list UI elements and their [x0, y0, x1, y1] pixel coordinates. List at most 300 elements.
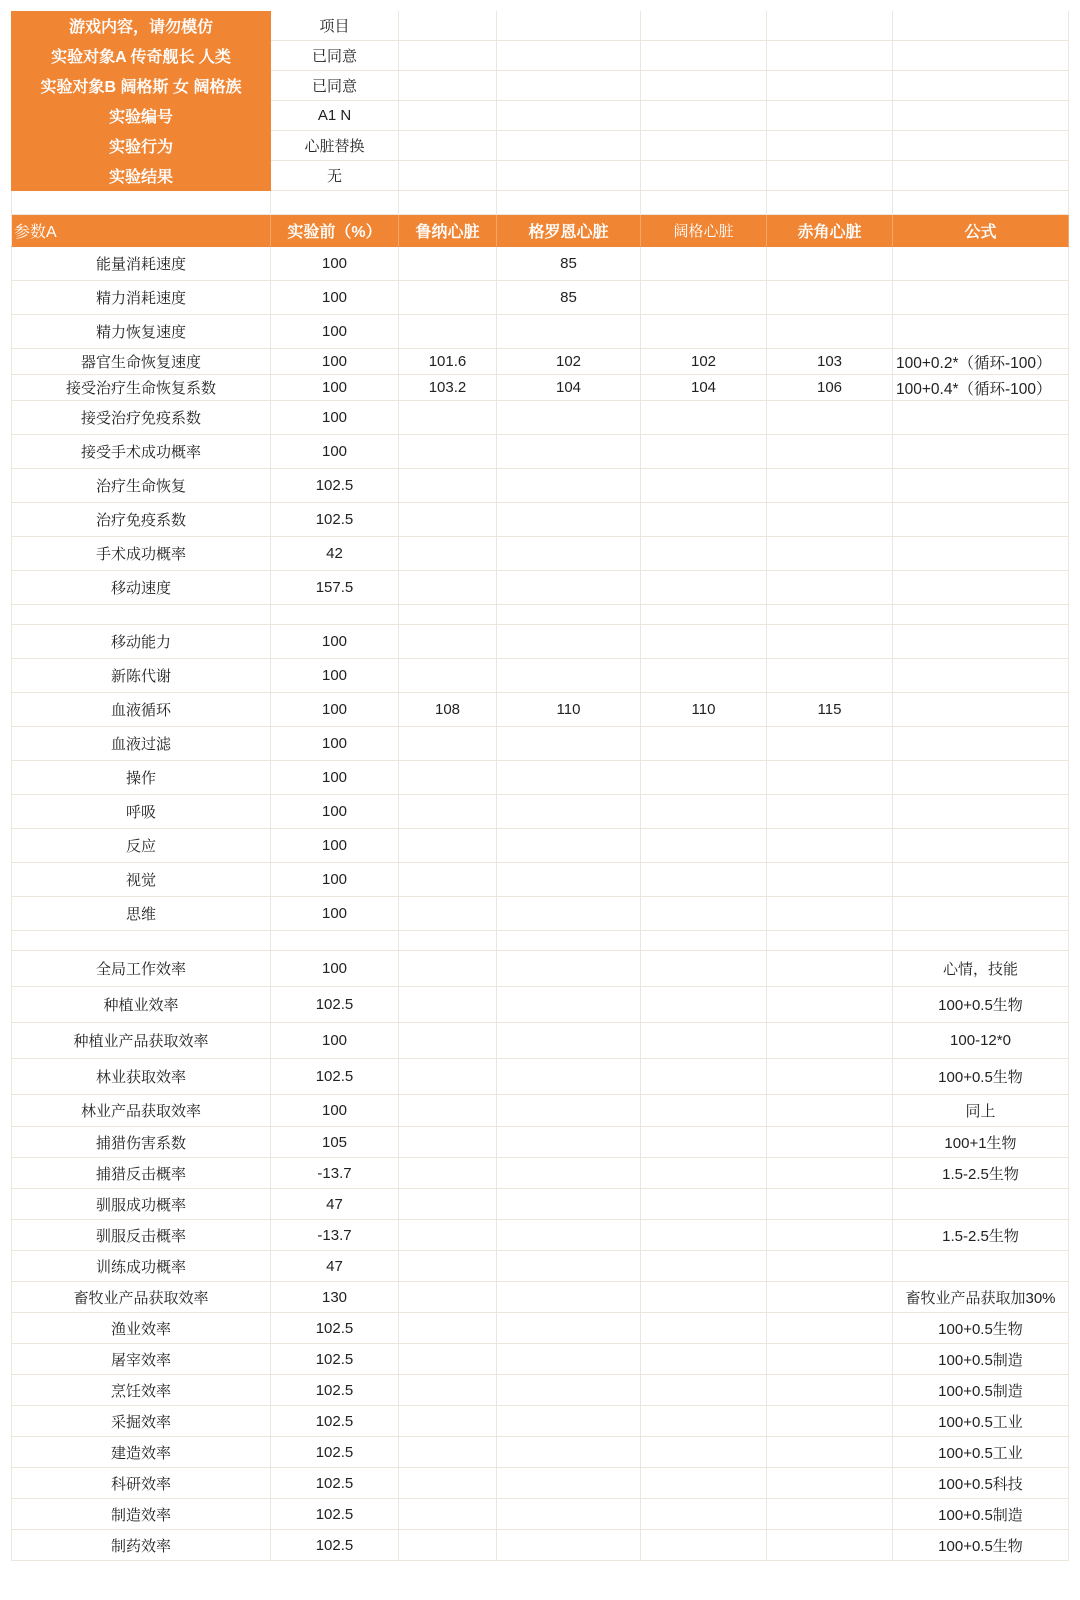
formula[interactable]	[893, 469, 1069, 503]
chijiao-heart-value[interactable]	[767, 537, 893, 571]
chijiao-heart-value[interactable]	[767, 1344, 893, 1375]
kuoge-heart-value[interactable]	[641, 1313, 767, 1344]
chijiao-heart-value[interactable]	[767, 1313, 893, 1344]
param-name[interactable]: 建造效率	[11, 1437, 271, 1468]
chijiao-heart-value[interactable]: 103	[767, 349, 893, 375]
luna-heart-value[interactable]	[399, 571, 497, 605]
param-name[interactable]: 接受治疗生命恢复系数	[11, 375, 271, 401]
gron-heart-value[interactable]	[497, 435, 641, 469]
info-label[interactable]: 实验对象A 传奇舰长 人类	[11, 41, 271, 71]
before-value[interactable]: 47	[271, 1251, 399, 1282]
chijiao-heart-value[interactable]	[767, 897, 893, 931]
formula[interactable]	[893, 435, 1069, 469]
luna-heart-value[interactable]	[399, 795, 497, 829]
before-value[interactable]: 102.5	[271, 987, 399, 1023]
chijiao-heart-value[interactable]	[767, 571, 893, 605]
kuoge-heart-value[interactable]	[641, 315, 767, 349]
chijiao-heart-value[interactable]	[767, 1375, 893, 1406]
formula[interactable]: 100+0.5工业	[893, 1437, 1069, 1468]
formula[interactable]	[893, 571, 1069, 605]
before-value[interactable]: 100	[271, 625, 399, 659]
empty-cell[interactable]	[767, 101, 893, 131]
kuoge-heart-value[interactable]	[641, 761, 767, 795]
gron-heart-value[interactable]	[497, 401, 641, 435]
gron-heart-value[interactable]	[497, 727, 641, 761]
chijiao-heart-value[interactable]	[767, 1468, 893, 1499]
luna-heart-value[interactable]	[399, 1059, 497, 1095]
luna-heart-value[interactable]	[399, 1095, 497, 1127]
kuoge-heart-value[interactable]: 104	[641, 375, 767, 401]
info-value[interactable]: A1 N	[271, 101, 399, 131]
empty-cell[interactable]	[893, 131, 1069, 161]
luna-heart-value[interactable]	[399, 1530, 497, 1561]
gron-heart-value[interactable]	[497, 897, 641, 931]
kuoge-heart-value[interactable]	[641, 1375, 767, 1406]
param-name[interactable]: 制造效率	[11, 1499, 271, 1530]
gron-heart-value[interactable]	[497, 951, 641, 987]
param-name[interactable]: 手术成功概率	[11, 537, 271, 571]
empty-cell[interactable]	[641, 41, 767, 71]
param-name[interactable]: 接受治疗免疫系数	[11, 401, 271, 435]
luna-heart-value[interactable]	[399, 987, 497, 1023]
gron-heart-value[interactable]	[497, 829, 641, 863]
before-value[interactable]: 100	[271, 315, 399, 349]
before-value[interactable]: 102.5	[271, 503, 399, 537]
formula[interactable]	[893, 315, 1069, 349]
gron-heart-value[interactable]	[497, 315, 641, 349]
formula[interactable]	[893, 829, 1069, 863]
luna-heart-value[interactable]	[399, 401, 497, 435]
empty-cell[interactable]	[497, 161, 641, 191]
luna-heart-value[interactable]	[399, 1313, 497, 1344]
param-name[interactable]: 训练成功概率	[11, 1251, 271, 1282]
gron-heart-value[interactable]: 85	[497, 281, 641, 315]
before-value[interactable]: 100	[271, 1095, 399, 1127]
param-name[interactable]: 种植业效率	[11, 987, 271, 1023]
header-param[interactable]: 参数A	[11, 215, 271, 247]
empty-cell[interactable]	[767, 11, 893, 41]
gron-heart-value[interactable]	[497, 1468, 641, 1499]
before-value[interactable]: -13.7	[271, 1220, 399, 1251]
param-name[interactable]: 采掘效率	[11, 1406, 271, 1437]
empty-cell[interactable]	[767, 41, 893, 71]
param-name[interactable]: 血液循环	[11, 693, 271, 727]
formula[interactable]: 100+0.5科技	[893, 1468, 1069, 1499]
gron-heart-value[interactable]: 110	[497, 693, 641, 727]
param-name[interactable]: 精力消耗速度	[11, 281, 271, 315]
luna-heart-value[interactable]	[399, 1282, 497, 1313]
empty-cell[interactable]	[767, 161, 893, 191]
formula[interactable]	[893, 693, 1069, 727]
luna-heart-value[interactable]	[399, 1468, 497, 1499]
kuoge-heart-value[interactable]	[641, 1158, 767, 1189]
formula[interactable]	[893, 659, 1069, 693]
empty-cell[interactable]	[641, 131, 767, 161]
chijiao-heart-value[interactable]	[767, 761, 893, 795]
chijiao-heart-value[interactable]	[767, 625, 893, 659]
empty-cell[interactable]	[497, 101, 641, 131]
empty-cell[interactable]	[641, 11, 767, 41]
luna-heart-value[interactable]	[399, 1375, 497, 1406]
before-value[interactable]: 100	[271, 375, 399, 401]
formula[interactable]: 100+0.2*（循环-100）	[893, 349, 1069, 375]
chijiao-heart-value[interactable]	[767, 951, 893, 987]
formula[interactable]	[893, 1189, 1069, 1220]
kuoge-heart-value[interactable]	[641, 1530, 767, 1561]
param-name[interactable]: 捕猎反击概率	[11, 1158, 271, 1189]
empty-cell[interactable]	[893, 41, 1069, 71]
kuoge-heart-value[interactable]	[641, 1499, 767, 1530]
kuoge-heart-value[interactable]	[641, 1251, 767, 1282]
kuoge-heart-value[interactable]	[641, 897, 767, 931]
gron-heart-value[interactable]	[497, 1023, 641, 1059]
param-name[interactable]: 畜牧业产品获取效率	[11, 1282, 271, 1313]
chijiao-heart-value[interactable]	[767, 1406, 893, 1437]
kuoge-heart-value[interactable]	[641, 435, 767, 469]
before-value[interactable]: 102.5	[271, 1313, 399, 1344]
formula[interactable]	[893, 247, 1069, 281]
empty-cell[interactable]	[893, 161, 1069, 191]
empty-cell[interactable]	[893, 71, 1069, 101]
before-value[interactable]: 102.5	[271, 1344, 399, 1375]
luna-heart-value[interactable]	[399, 829, 497, 863]
gron-heart-value[interactable]	[497, 863, 641, 897]
formula[interactable]: 100+0.5制造	[893, 1344, 1069, 1375]
empty-cell[interactable]	[497, 11, 641, 41]
param-name[interactable]: 种植业产品获取效率	[11, 1023, 271, 1059]
kuoge-heart-value[interactable]	[641, 247, 767, 281]
kuoge-heart-value[interactable]	[641, 1344, 767, 1375]
gron-heart-value[interactable]	[497, 503, 641, 537]
kuoge-heart-value[interactable]	[641, 1468, 767, 1499]
gron-heart-value[interactable]	[497, 987, 641, 1023]
gron-heart-value[interactable]	[497, 537, 641, 571]
luna-heart-value[interactable]	[399, 281, 497, 315]
empty-cell[interactable]	[767, 71, 893, 101]
luna-heart-value[interactable]	[399, 863, 497, 897]
empty-cell[interactable]	[399, 101, 497, 131]
chijiao-heart-value[interactable]	[767, 1220, 893, 1251]
kuoge-heart-value[interactable]	[641, 1406, 767, 1437]
chijiao-heart-value[interactable]	[767, 1095, 893, 1127]
param-name[interactable]: 驯服成功概率	[11, 1189, 271, 1220]
header-before[interactable]: 实验前（%）	[271, 215, 399, 247]
gron-heart-value[interactable]	[497, 1282, 641, 1313]
formula[interactable]	[893, 625, 1069, 659]
formula[interactable]	[893, 863, 1069, 897]
gron-heart-value[interactable]	[497, 1437, 641, 1468]
chijiao-heart-value[interactable]	[767, 281, 893, 315]
luna-heart-value[interactable]	[399, 897, 497, 931]
before-value[interactable]: 100	[271, 727, 399, 761]
before-value[interactable]: 100	[271, 281, 399, 315]
param-name[interactable]: 捕猎伤害系数	[11, 1127, 271, 1158]
formula[interactable]: 1.5-2.5生物	[893, 1220, 1069, 1251]
before-value[interactable]: 47	[271, 1189, 399, 1220]
gron-heart-value[interactable]	[497, 1158, 641, 1189]
chijiao-heart-value[interactable]	[767, 1251, 893, 1282]
empty-cell[interactable]	[641, 71, 767, 101]
kuoge-heart-value[interactable]	[641, 1220, 767, 1251]
param-name[interactable]: 操作	[11, 761, 271, 795]
chijiao-heart-value[interactable]	[767, 247, 893, 281]
luna-heart-value[interactable]	[399, 247, 497, 281]
header-gron-heart[interactable]: 格罗恩心脏	[497, 215, 641, 247]
formula[interactable]	[893, 1251, 1069, 1282]
info-label[interactable]: 实验行为	[11, 131, 271, 161]
formula[interactable]: 100+0.5生物	[893, 987, 1069, 1023]
gron-heart-value[interactable]	[497, 659, 641, 693]
gron-heart-value[interactable]	[497, 1059, 641, 1095]
kuoge-heart-value[interactable]	[641, 987, 767, 1023]
info-value[interactable]: 已同意	[271, 41, 399, 71]
kuoge-heart-value[interactable]	[641, 1095, 767, 1127]
kuoge-heart-value[interactable]	[641, 951, 767, 987]
formula[interactable]	[893, 727, 1069, 761]
param-name[interactable]: 驯服反击概率	[11, 1220, 271, 1251]
formula[interactable]	[893, 503, 1069, 537]
kuoge-heart-value[interactable]: 102	[641, 349, 767, 375]
info-value[interactable]: 心脏替换	[271, 131, 399, 161]
header-luna-heart[interactable]: 鲁纳心脏	[399, 215, 497, 247]
before-value[interactable]: 100	[271, 829, 399, 863]
kuoge-heart-value[interactable]	[641, 829, 767, 863]
gron-heart-value[interactable]	[497, 795, 641, 829]
luna-heart-value[interactable]	[399, 1189, 497, 1220]
param-name[interactable]: 呼吸	[11, 795, 271, 829]
chijiao-heart-value[interactable]	[767, 503, 893, 537]
formula[interactable]: 100+0.5生物	[893, 1313, 1069, 1344]
luna-heart-value[interactable]	[399, 951, 497, 987]
chijiao-heart-value[interactable]	[767, 435, 893, 469]
param-name[interactable]: 科研效率	[11, 1468, 271, 1499]
param-name[interactable]: 器官生命恢复速度	[11, 349, 271, 375]
param-name[interactable]: 视觉	[11, 863, 271, 897]
before-value[interactable]: 100	[271, 951, 399, 987]
chijiao-heart-value[interactable]	[767, 659, 893, 693]
param-name[interactable]: 治疗免疫系数	[11, 503, 271, 537]
formula[interactable]: 畜牧业产品获取加30%	[893, 1282, 1069, 1313]
formula[interactable]	[893, 537, 1069, 571]
luna-heart-value[interactable]	[399, 435, 497, 469]
chijiao-heart-value[interactable]	[767, 401, 893, 435]
kuoge-heart-value[interactable]	[641, 1282, 767, 1313]
chijiao-heart-value[interactable]	[767, 469, 893, 503]
param-name[interactable]: 移动能力	[11, 625, 271, 659]
formula[interactable]: 100+0.4*（循环-100）	[893, 375, 1069, 401]
before-value[interactable]: 102.5	[271, 1406, 399, 1437]
param-name[interactable]: 林业获取效率	[11, 1059, 271, 1095]
kuoge-heart-value[interactable]	[641, 537, 767, 571]
formula[interactable]: 100+1生物	[893, 1127, 1069, 1158]
info-value[interactable]: 项目	[271, 11, 399, 41]
kuoge-heart-value[interactable]	[641, 863, 767, 897]
chijiao-heart-value[interactable]	[767, 1059, 893, 1095]
info-value[interactable]: 无	[271, 161, 399, 191]
param-name[interactable]: 新陈代谢	[11, 659, 271, 693]
luna-heart-value[interactable]: 101.6	[399, 349, 497, 375]
before-value[interactable]: 100	[271, 1023, 399, 1059]
gron-heart-value[interactable]	[497, 1127, 641, 1158]
luna-heart-value[interactable]	[399, 1406, 497, 1437]
gron-heart-value[interactable]	[497, 1344, 641, 1375]
formula[interactable]: 心情，技能	[893, 951, 1069, 987]
formula[interactable]: 同上	[893, 1095, 1069, 1127]
before-value[interactable]: 100	[271, 435, 399, 469]
info-label[interactable]: 实验编号	[11, 101, 271, 131]
param-name[interactable]: 烹饪效率	[11, 1375, 271, 1406]
before-value[interactable]: 102.5	[271, 469, 399, 503]
formula[interactable]: 100+0.5制造	[893, 1499, 1069, 1530]
before-value[interactable]: 102.5	[271, 1530, 399, 1561]
luna-heart-value[interactable]	[399, 727, 497, 761]
formula[interactable]	[893, 897, 1069, 931]
gron-heart-value[interactable]	[497, 1499, 641, 1530]
gron-heart-value[interactable]	[497, 1251, 641, 1282]
before-value[interactable]: 102.5	[271, 1059, 399, 1095]
gron-heart-value[interactable]	[497, 1530, 641, 1561]
before-value[interactable]: 100	[271, 761, 399, 795]
luna-heart-value[interactable]	[399, 1437, 497, 1468]
gron-heart-value[interactable]	[497, 1406, 641, 1437]
header-chijiao-heart[interactable]: 赤角心脏	[767, 215, 893, 247]
before-value[interactable]: 100	[271, 863, 399, 897]
kuoge-heart-value[interactable]	[641, 795, 767, 829]
formula[interactable]	[893, 281, 1069, 315]
kuoge-heart-value[interactable]	[641, 503, 767, 537]
kuoge-heart-value[interactable]	[641, 401, 767, 435]
luna-heart-value[interactable]	[399, 659, 497, 693]
param-name[interactable]: 治疗生命恢复	[11, 469, 271, 503]
empty-cell[interactable]	[399, 131, 497, 161]
param-name[interactable]: 接受手术成功概率	[11, 435, 271, 469]
chijiao-heart-value[interactable]	[767, 1437, 893, 1468]
param-name[interactable]: 移动速度	[11, 571, 271, 605]
chijiao-heart-value[interactable]	[767, 1499, 893, 1530]
luna-heart-value[interactable]	[399, 1158, 497, 1189]
chijiao-heart-value[interactable]	[767, 1530, 893, 1561]
info-value[interactable]: 已同意	[271, 71, 399, 101]
empty-cell[interactable]	[399, 161, 497, 191]
luna-heart-value[interactable]	[399, 1499, 497, 1530]
empty-cell[interactable]	[767, 131, 893, 161]
before-value[interactable]: 157.5	[271, 571, 399, 605]
formula[interactable]: 100+0.5生物	[893, 1059, 1069, 1095]
luna-heart-value[interactable]	[399, 1220, 497, 1251]
luna-heart-value[interactable]	[399, 469, 497, 503]
empty-cell[interactable]	[893, 101, 1069, 131]
chijiao-heart-value[interactable]	[767, 1127, 893, 1158]
chijiao-heart-value[interactable]: 115	[767, 693, 893, 727]
param-name[interactable]: 思维	[11, 897, 271, 931]
gron-heart-value[interactable]	[497, 761, 641, 795]
kuoge-heart-value[interactable]	[641, 659, 767, 693]
info-label[interactable]: 游戏内容，请勿模仿	[11, 11, 271, 41]
gron-heart-value[interactable]	[497, 1095, 641, 1127]
header-kuoge-heart[interactable]: 阔格心脏	[641, 215, 767, 247]
kuoge-heart-value[interactable]	[641, 727, 767, 761]
before-value[interactable]: 42	[271, 537, 399, 571]
chijiao-heart-value[interactable]	[767, 1282, 893, 1313]
luna-heart-value[interactable]	[399, 315, 497, 349]
luna-heart-value[interactable]	[399, 537, 497, 571]
chijiao-heart-value[interactable]	[767, 795, 893, 829]
chijiao-heart-value[interactable]	[767, 829, 893, 863]
before-value[interactable]: 102.5	[271, 1437, 399, 1468]
gron-heart-value[interactable]: 102	[497, 349, 641, 375]
luna-heart-value[interactable]	[399, 761, 497, 795]
kuoge-heart-value[interactable]	[641, 1023, 767, 1059]
before-value[interactable]: 100	[271, 349, 399, 375]
empty-cell[interactable]	[497, 71, 641, 101]
info-label[interactable]: 实验结果	[11, 161, 271, 191]
kuoge-heart-value[interactable]	[641, 281, 767, 315]
kuoge-heart-value[interactable]	[641, 1059, 767, 1095]
gron-heart-value[interactable]	[497, 1220, 641, 1251]
chijiao-heart-value[interactable]	[767, 315, 893, 349]
gron-heart-value[interactable]	[497, 1375, 641, 1406]
param-name[interactable]: 屠宰效率	[11, 1344, 271, 1375]
gron-heart-value[interactable]: 85	[497, 247, 641, 281]
formula[interactable]: 100+0.5生物	[893, 1530, 1069, 1561]
header-formula[interactable]: 公式	[893, 215, 1069, 247]
chijiao-heart-value[interactable]	[767, 1189, 893, 1220]
param-name[interactable]: 血液过滤	[11, 727, 271, 761]
gron-heart-value[interactable]: 104	[497, 375, 641, 401]
param-name[interactable]: 林业产品获取效率	[11, 1095, 271, 1127]
luna-heart-value[interactable]	[399, 1344, 497, 1375]
param-name[interactable]: 能量消耗速度	[11, 247, 271, 281]
empty-cell[interactable]	[399, 41, 497, 71]
before-value[interactable]: 102.5	[271, 1375, 399, 1406]
formula[interactable]: 100+0.5工业	[893, 1406, 1069, 1437]
info-label[interactable]: 实验对象B 阔格斯 女 阔格族	[11, 71, 271, 101]
chijiao-heart-value[interactable]: 106	[767, 375, 893, 401]
luna-heart-value[interactable]: 108	[399, 693, 497, 727]
luna-heart-value[interactable]	[399, 503, 497, 537]
empty-cell[interactable]	[399, 71, 497, 101]
chijiao-heart-value[interactable]	[767, 863, 893, 897]
before-value[interactable]: 100	[271, 401, 399, 435]
gron-heart-value[interactable]	[497, 1313, 641, 1344]
luna-heart-value[interactable]	[399, 1023, 497, 1059]
before-value[interactable]: -13.7	[271, 1158, 399, 1189]
chijiao-heart-value[interactable]	[767, 727, 893, 761]
before-value[interactable]: 100	[271, 795, 399, 829]
chijiao-heart-value[interactable]	[767, 1023, 893, 1059]
kuoge-heart-value[interactable]: 110	[641, 693, 767, 727]
param-name[interactable]: 制药效率	[11, 1530, 271, 1561]
param-name[interactable]: 全局工作效率	[11, 951, 271, 987]
formula[interactable]	[893, 401, 1069, 435]
before-value[interactable]: 100	[271, 247, 399, 281]
formula[interactable]: 1.5-2.5生物	[893, 1158, 1069, 1189]
luna-heart-value[interactable]	[399, 1127, 497, 1158]
param-name[interactable]: 反应	[11, 829, 271, 863]
gron-heart-value[interactable]	[497, 469, 641, 503]
kuoge-heart-value[interactable]	[641, 1127, 767, 1158]
gron-heart-value[interactable]	[497, 625, 641, 659]
kuoge-heart-value[interactable]	[641, 469, 767, 503]
empty-cell[interactable]	[399, 11, 497, 41]
formula[interactable]	[893, 795, 1069, 829]
empty-cell[interactable]	[641, 161, 767, 191]
kuoge-heart-value[interactable]	[641, 1437, 767, 1468]
empty-cell[interactable]	[641, 101, 767, 131]
formula[interactable]: 100+0.5制造	[893, 1375, 1069, 1406]
param-name[interactable]: 精力恢复速度	[11, 315, 271, 349]
chijiao-heart-value[interactable]	[767, 1158, 893, 1189]
